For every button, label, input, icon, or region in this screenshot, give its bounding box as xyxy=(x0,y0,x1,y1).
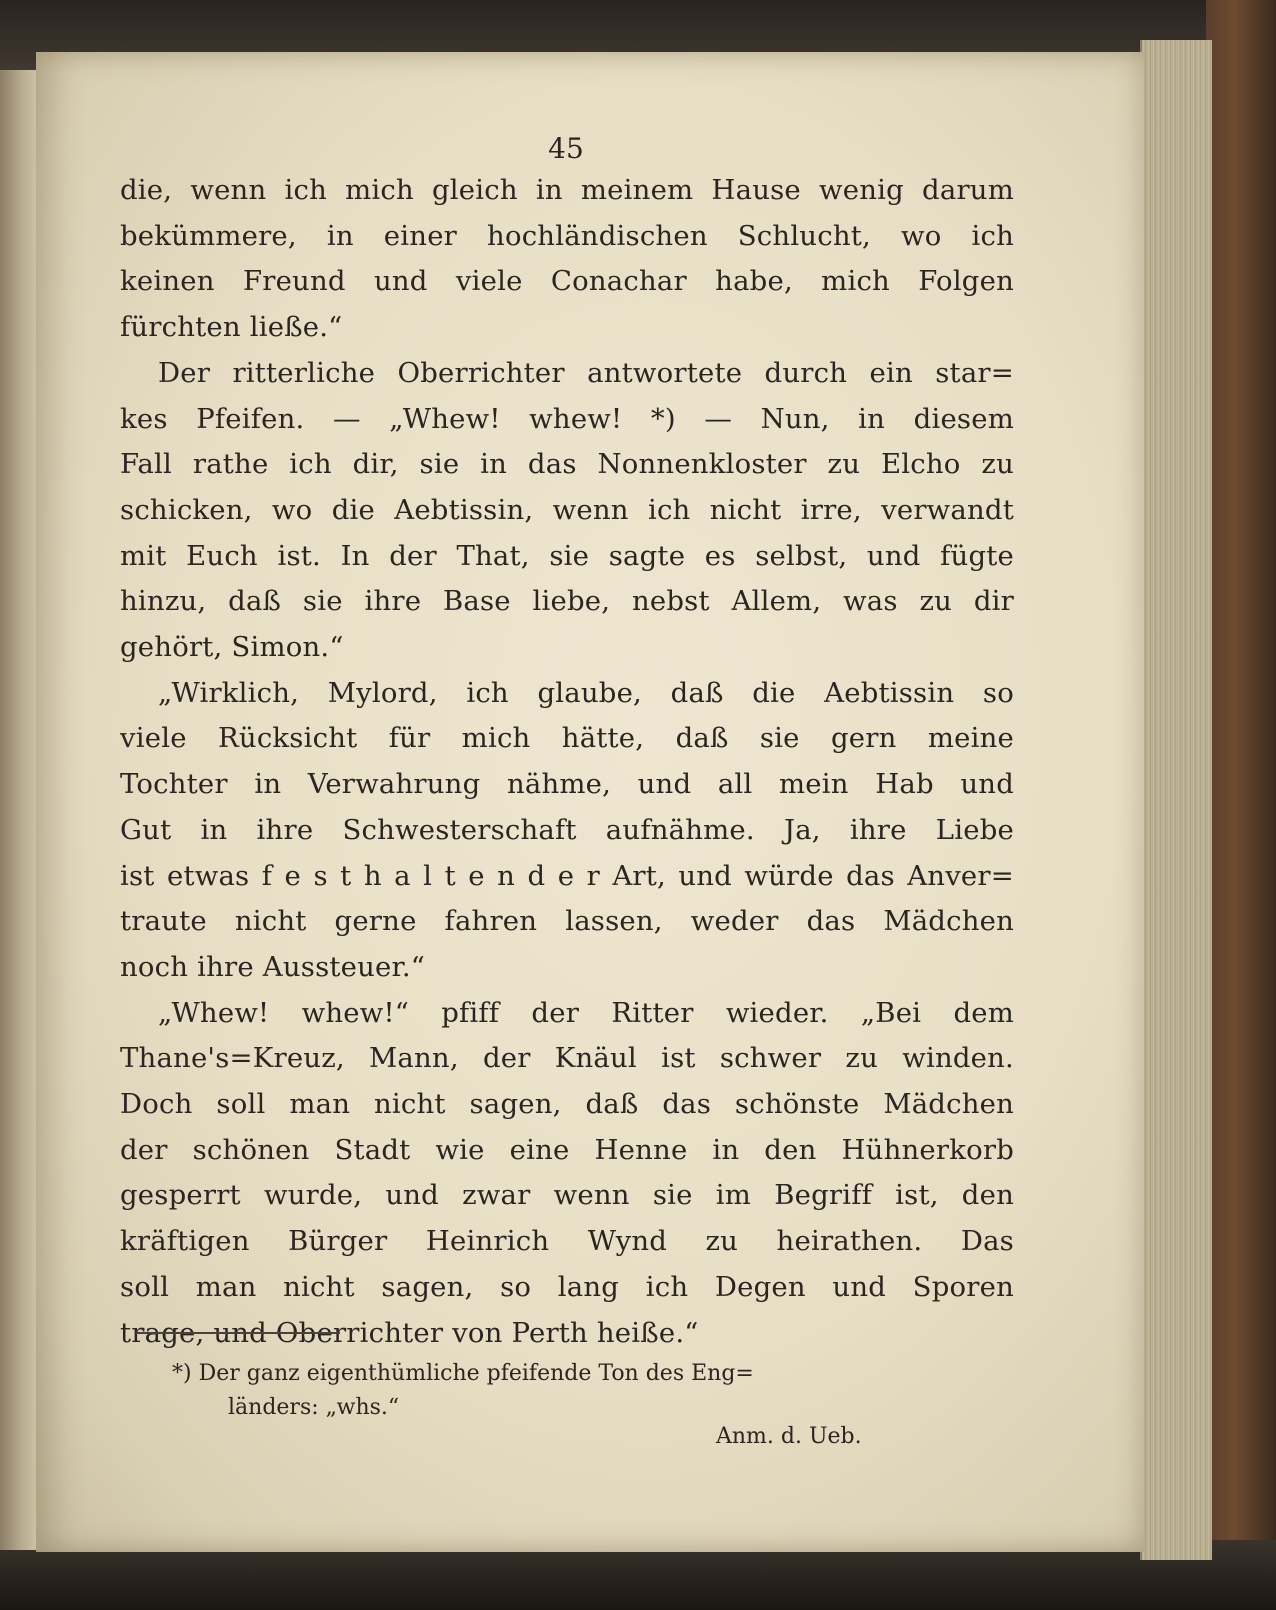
text-line: „Wirklich, Mylord, ich glaube, daß die Aebtissin so xyxy=(158,676,1014,709)
text-line: Thane's=Kreuz, Mann, der Knäul ist schwer zu winden. xyxy=(120,1042,1014,1075)
text-line: soll man nicht sagen, so lang ich Degen und Sporen xyxy=(120,1270,1014,1303)
text-line: viele Rücksicht für mich hätte, daß sie gern meine xyxy=(120,722,1014,755)
text-line: Fall rathe ich dir, sie in das Nonnenkloster zu Elcho zu xyxy=(120,448,1014,481)
footnote-credit: Anm. d. Ueb. xyxy=(716,1424,862,1449)
text-line: kräftigen Bürger Heinrich Wynd zu heirathen. Das xyxy=(120,1225,1014,1258)
text-line: schicken, wo die Aebtissin, wenn ich nicht irre, verwandt xyxy=(120,493,1014,526)
text-line: „Whew! whew!“ pfiff der Ritter wieder. „Bei dem xyxy=(158,996,1014,1029)
text-line: noch ihre Aussteuer.“ xyxy=(120,950,426,983)
text-line: gehört, Simon.“ xyxy=(120,631,344,664)
book-page xyxy=(36,52,1144,1552)
text-line: Der ritterliche Oberrichter antwortete durch ein star= xyxy=(158,356,1014,389)
text-line: hinzu, daß sie ihre Base liebe, nebst Allem, was zu dir xyxy=(120,585,1014,618)
footnote xyxy=(172,1357,972,1425)
footnote-line: *) Der ganz eigenthümliche pfeifende Ton des Eng= xyxy=(172,1361,754,1386)
text-line: die, wenn ich mich gleich in meinem Hause wenig darum xyxy=(120,174,1014,206)
footnote-divider xyxy=(136,1332,340,1334)
text-line: Doch soll man nicht sagen, daß das schönste Mädchen xyxy=(120,1088,1014,1121)
page-block-edges xyxy=(1140,40,1212,1560)
body-text xyxy=(120,168,1014,1356)
text-line: traute nicht gerne fahren lassen, weder das Mädchen xyxy=(120,905,1014,938)
text-line: mit Euch ist. In der That, sie sagte es selbst, und fügte xyxy=(120,539,1014,572)
text-line: kes Pfeifen. — „Whew! whew! *) — Nun, in diesem xyxy=(120,402,1014,435)
text-line: keinen Freund und viele Conachar habe, mich Folgen xyxy=(120,265,1014,298)
text-line: gesperrt wurde, und zwar wenn sie im Begriff ist, den xyxy=(120,1179,1014,1212)
text-line: bekümmere, in einer hochländischen Schlucht, wo ich xyxy=(120,219,1014,252)
text-line: fürchten ließe.“ xyxy=(120,311,343,344)
left-page-edge xyxy=(0,70,40,1550)
book-cover-right xyxy=(1206,0,1276,1610)
text-line: trage, und Oberrichter von Perth heiße.“ xyxy=(120,1316,699,1349)
text-line: der schönen Stadt wie eine Henne in den Hühnerkorb xyxy=(120,1133,1014,1166)
footnote-line: länders: „whs.“ xyxy=(228,1395,400,1420)
text-line: Tochter in Verwahrung nähme, und all mein Hab und xyxy=(120,768,1014,801)
page-number: 45 xyxy=(548,132,584,165)
text-line: ist etwas f e s t h a l t e n d e r Art, und würde das Anver= xyxy=(120,859,1014,892)
text-line: Gut in ihre Schwesterschaft aufnähme. Ja, ihre Liebe xyxy=(120,813,1014,846)
